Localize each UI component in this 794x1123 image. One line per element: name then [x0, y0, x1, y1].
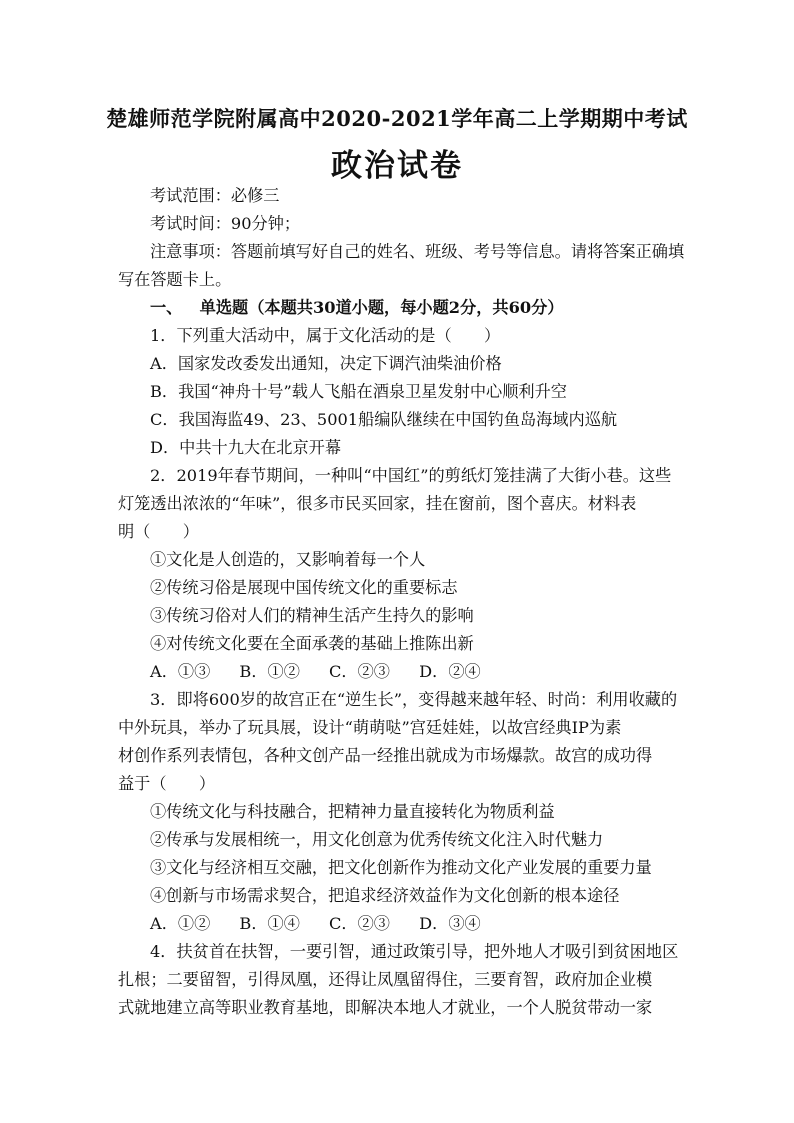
section-number: 一、	[150, 298, 183, 317]
question-2-choice-a: A．①③	[150, 662, 211, 681]
question-4-stem-line-2: 扎根；二要留智，引得凤凰，还得让凤凰留得住，三要育智，政府加企业模	[118, 970, 653, 989]
question-1-option-c: C．我国海监49、23、5001船编队继续在中国钓鱼岛海域内巡航	[150, 410, 618, 429]
question-4-stem-line-3: 式就地建立高等职业教育基地，即解决本地人才就业，一个人脱贫带动一家	[118, 998, 653, 1017]
question-3-item-4: ④创新与市场需求契合，把追求经济效益作为文化创新的根本途径	[150, 886, 620, 905]
question-3-stem-line-4: 益于（ ）	[118, 774, 216, 793]
question-3-choice-b: B．①④	[239, 914, 300, 933]
question-3-stem-line-1: 3．即将600岁的故宫正在“逆生长”，变得越来越年轻、时尚：利用收藏的	[150, 690, 678, 709]
section-heading	[118, 294, 680, 322]
question-3-item-1: ①传统文化与科技融合，把精神力量直接转化为物质利益	[150, 802, 555, 821]
question-2-stem-line-1: 2．2019年春节期间，一种叫“中国红”的剪纸灯笼挂满了大街小巷。这些	[150, 466, 672, 485]
question-2-item-2: ②传统习俗是展现中国传统文化的重要标志	[150, 578, 458, 597]
section-title: 单选题（本题共30道小题，每小题2分，共60分）	[199, 298, 564, 317]
exam-time: 考试时间：90分钟；	[150, 214, 301, 233]
question-1-option-b: B．我国“神舟十号”载人飞船在酒泉卫星发射中心顺利升空	[150, 382, 567, 401]
question-2-item-4: ④对传统文化要在全面承袭的基础上推陈出新	[150, 634, 474, 653]
question-1-option-d: D．中共十九大在北京开幕	[150, 438, 342, 457]
question-2-stem-line-3: 明（ ）	[118, 522, 199, 541]
question-2-choices	[118, 658, 680, 686]
question-2-stem-line-2: 灯笼透出浓浓的“年味”，很多市民买回家，挂在窗前，图个喜庆。材料表	[118, 494, 637, 513]
question-4-stem-line-1: 4．扶贫首在扶智，一要引智，通过政策引导，把外地人才吸引到贫困地区	[150, 942, 679, 961]
question-2-item-3: ③传统习俗对人们的精神生活产生持久的影响	[150, 606, 474, 625]
question-3-choice-c: C．②③	[329, 914, 390, 933]
question-2-item-1: ①文化是人创造的，又影响着每一个人	[150, 550, 426, 569]
question-2-choice-b: B．①②	[239, 662, 300, 681]
question-3-item-2: ②传承与发展相统一，用文化创意为优秀传统文化注入时代魅力	[150, 830, 604, 849]
question-3-stem-line-2: 中外玩具，举办了玩具展，设计“萌萌哒”宫廷娃娃，以故宫经典IP为素	[118, 718, 622, 737]
question-1-stem: 1．下列重大活动中，属于文化活动的是（ ）	[150, 326, 501, 345]
exam-scope: 考试范围：必修三	[150, 186, 280, 205]
exam-notice-line-1: 注意事项：答题前填写好自己的姓名、班级、考号等信息。请将答案正确填	[150, 242, 685, 261]
question-2-choice-c: C．②③	[329, 662, 390, 681]
question-3-choices	[118, 910, 680, 938]
question-2-choice-d: D．②④	[419, 662, 481, 681]
question-1-option-a: A．国家发改委发出通知，决定下调汽油柴油价格	[150, 354, 502, 373]
exam-notice-line-2: 写在答题卡上。	[118, 270, 232, 289]
question-3-choice-a: A．①②	[150, 914, 211, 933]
exam-body	[118, 182, 685, 1022]
question-3-item-3: ③文化与经济相互交融，把文化创新作为推动文化产业发展的重要力量	[150, 858, 652, 877]
exam-title: 楚雄师范学院附属高中2020-2021学年高二上学期期中考试	[106, 106, 688, 131]
question-3-choice-d: D．③④	[419, 914, 481, 933]
exam-subject-title: 政治试卷	[331, 148, 463, 184]
question-3-stem-line-3: 材创作系列表情包，各种文创产品一经推出就成为市场爆款。故宫的成功得	[118, 746, 653, 765]
